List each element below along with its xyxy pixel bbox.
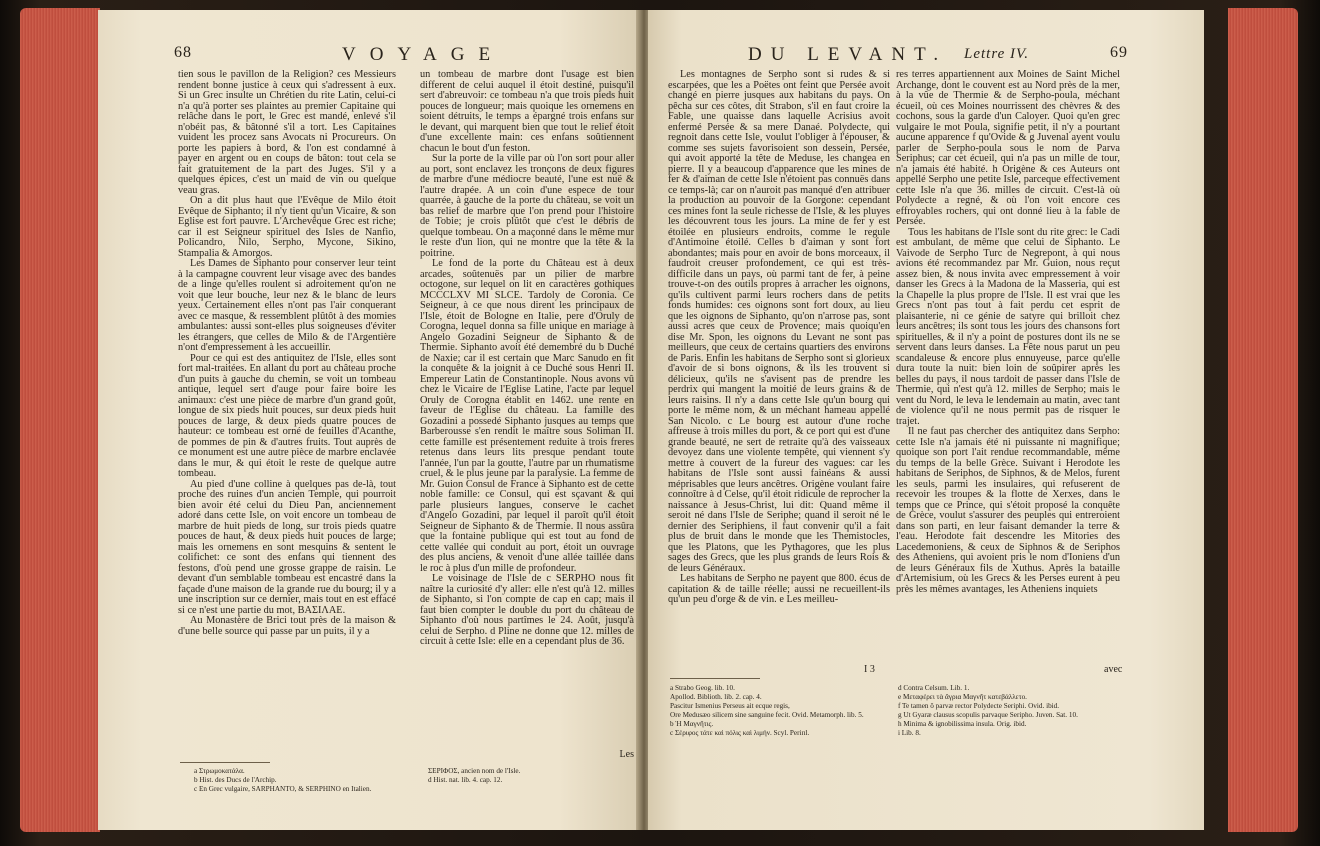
paragraph: Le fond de la porte du Château est à deux arcades, soûtenuës par un pilier de marbre octogone, sur lequel on lit en caractères gothiques MCCCLXV MI SLCE. Tardoly de Coronia. Ce Seigneur, à ce que nous dirent les principaux de l'Isle, étoit de Bologne en Italie, pere d'Oruly de Corogna, lequel donna sa fille unique en mariage à Angelo Gozadini Seigneur de Siphanto & de Thermie. Siphanto avoit été demembré du b Duché de Naxie; car il est certain que Marc Sanudo en fit la conquête & la joignit à ce Duché sous Henri II. Empereur Latin de Constantinople. Nous avons vû chez le Vicaire de l'Eglise Latine, l'acte par lequel Oruly de Corogna établit en 1462. une rente en faveur de l'Eglise du château. La famille des Gozadini a possedé Siphanto jusques au temps que Barberousse s'en rendit le maître sous Soliman II. cette famille est présentement reduite à trois freres retenus dans leurs lits presque pendant toute l'année, l'un par la goutte, l'autre par un rhumatisme cruel, & le plus jeune par la paralysie. La femme de Mr. Guion Consul de France à Siphanto est de cette noble famille: ce Consul, qui est sçavant & qui parle plusieurs langues, conserve le cachet d'Angelo Gozadini, par lequel il paroît qu'il étoit Seigneur de Siphanto & de Thermie. Il nous assûra que la fontaine publique qui est tout au fond de cette vallée qui conduit au port, étoit un ouvrage des plus anciens, & venoit d'une allée taillée dans le roc à plus d'un mille de profondeur. — [420, 258, 634, 574]
paragraph: res terres appartiennent aux Moines de Saint Michel Archange, dont le couvent est au Nord près de la mer, à la vûe de Thermie & de Serpho-poula, méchant écueil, où ces Moines nourrissent des chèvres & des cochons, sous la garde d'un Caloyer. Quoi qu'en grec vulgaire le mot Poula, signifie petit, il n'y a pourtant aucune apparence f qu'Ovide & g Juvenal ayent voulu parler de Serpho-poula sous le nom de Parva Seriphus; car cet écueil, qui n'a pas un mille de tour, n'a jamais été habité. h Origène & ces Auteurs ont appellé Serpho une petite Isle, parceque effectivement cette Isle n'a que 36. milles de circuit. C'est-là où Polydecte a regné, & où l'on voit encore ces effroyables rochers, qui ont donné lieu à la fable de Persée. — [896, 69, 1120, 227]
right-page-edge — [1228, 8, 1298, 832]
footnote: ΣΕΡΙΦΟΣ, ancien nom de l'Isle. — [428, 767, 521, 775]
paragraph: Les habitans de Serpho ne payent que 800. écus de capitation & de taille réelle; aussi ne recueillent-ils qu'un peu d'orge & de vin. e Les meilleu- — [668, 573, 890, 605]
left-column-2 — [420, 70, 634, 648]
footnote: d Hist. nat. lib. 4. cap. 12. — [428, 776, 503, 784]
left-running-title: VOYAGE — [342, 44, 505, 65]
right-footnotes-col2 — [898, 684, 1120, 738]
footnote: g Ut Gyaræ clausus scopulis parvaque Seripho. Juven. Sat. 10. — [898, 711, 1078, 719]
footnote: a Strabo Geog. lib. 10. — [670, 684, 735, 692]
paragraph: On a dit plus haut que l'Evêque de Milo étoit Evêque de Siphanto; il n'y tient qu'un Vicaire, & son Eglise est fort pauvre. L'Archevêque Grec est riche; car il est Seigneur spirituel des Isles de Nanfio, Policandro, Nilo, Serpho, Mycone, Sikino, Stampalia & Amorgos. — [178, 195, 396, 259]
right-catchword: avec — [1104, 664, 1123, 675]
footnote: f Te tamen ô parvæ rector Polydecte Seriphi. Ovid. ibid. — [898, 702, 1060, 710]
paragraph: Il ne faut pas chercher des antiquitez dans Serpho: cette Isle n'a jamais été ni puissante ni magnifique; quoique son port l'ait rendue recommandable, même du temps de la belle Grèce. Suivant i Herodote les habitans de Seriphos, de Siphnos, & de Melos, furent les seuls, parmi les insulaires, qui refuserent de recevoir les troupes & la flotte de Xerxes, dans le temps que ce Prince, qui s'étoit proposé la conquête de Grèce, voulut s'assurer des peuples qui entreroient dans son parti, en leur faisant demander la terre & l'eau. Herodote fait descendre les Mitories des Lacedemoniens, & ceux de Siphnos & de Seriphos des Atheniens, qui avoient pris le nom d'Ioniens d'un de leurs Généraux fils de Xuthus. Après la bataille d'Artemisium, où les Grecs & les Perses eurent à peu près les mêmes avantages, les Atheniens inquiets — [896, 426, 1120, 595]
footnote: h Minima & ignobilissima insula. Orig. ibid. — [898, 720, 1027, 728]
right-running-title: DU LEVANT. — [748, 44, 948, 65]
footnote: Apollod. Biblioth. lib. 2. cap. 4. — [670, 693, 762, 701]
paragraph: tien sous le pavillon de la Religion? ces Messieurs rendent bonne justice à ceux qui s'adressent à eux. Si un Grec insulte un Chrétien du rite Latin, celui-ci n'a qu'à porter ses plaintes au premier Capitaine qui relâche dans le port, le Grec est mandé, enlevé s'il n'obéit pas, & bâtonné s'il a tort. Les Capitaines vuident les procez sans Avocats ni Procureurs. On porte les papiers à bord, & l'on est condamné à payer en argent ou en coups de bâton: tout cela se fait gratuitement de la part des Juges. S'il y a quelques épices, c'est un maid de vin ou quelque veau gras. — [178, 69, 396, 196]
footnote: c En Grec vulgaire, SARPHANTO, & SERPHINO en Italien. — [194, 785, 372, 793]
left-page — [98, 10, 640, 830]
left-column-1 — [178, 70, 396, 637]
paragraph: Pour ce qui est des antiquitez de l'Isle, elles sont fort mal-traitées. En allant du port au château proche d'un puits à gauche du chemin, se voit un tombeau antique, lequel sert d'auge pour faire boire les animaux: c'est une pièce de marbre d'un grand goût, longue de six pieds huit pouces, sur deux pieds huit pouces de large, & deux pieds quatre pouces de hauteur: ce tombeau est orné de feuilles d'Acanthe, de pommes de pin & d'autres fruits. Tout auprès de ce monument est une autre pièce de marbre enclavée dans le mur, & qui étoit le reste de quelque autre tombeau. — [178, 352, 396, 479]
paragraph: Les montagnes de Serpho sont si rudes & si escarpées, que les a Poëtes ont feint que Persée avoit changé en pierre jusques aux habitans du pays. On pêcha sur ces côtes, dit Strabon, s'il en faut croire la Fable, une quaisse dans laquelle Acrisius avoit enfermé Persée & sa mere Danaé. Polydecte, qui regnoit dans cette Isle, voulut l'obliger à l'épouser, & comme ses sujets favorisoient son dessein, Persée, qui avoit apporté la tête de Meduse, les changea en pierre. Il y a beaucoup d'apparence que les mines de fer & d'aiman de cette Isle n'étoient pas connuës dans ce temps-là; car on n'auroit pas manqué d'en attribuer la production au pouvoir de la Gorgone: cependant ces mines font la seule richesse de l'Isle, & les pluyes les découvrent tous les jours. La mine de fer y est étoilée en plusieurs endroits, comme le regule d'Antimoine étoilé. Celles b d'aiman y sont fort abondantes; mais pour en avoir de bons morceaux, il faudroit creuser profondement, ce qui est très-difficile dans un pays, où parmi tant de fer, à peine trouve-t-on des outils propres à arracher les oignons, qu'ils cultivent parmi leurs rochers dans de petits fonds humides: ces oignons sont fort doux, au lieu que les oignons de Siphanto, qu'on n'arrose pas, sont aussi acres que ceux de Provence; mais quoiqu'en dise Mr. Spon, les oignons du Levant ne sont pas meilleurs, que ceux de certains quartiers des environs de Paris. Enfin les habitans de Serpho sont si glorieux d'avoir de si bons oignons, & ils les trouvent si délicieux, qu'ils ne s'avisent pas de prendre les perdrix qui mangent la moitié de leurs grains & de leurs raisins. Il n'y a dans cette Isle qu'un bourg qui porte le même nom, & un méchant hameau appellé San Nicolo. c Le bourg est autour d'une roche affreuse à trois milles du port, & ce port qui est d'une grande beauté, ne sert de retraite qu'à des vaisseaux devoyez dans une violente tempête, qui viennent s'y mettre à couvert de la fureur des vagues: car les habitans de l'Isle sont aussi fainéans & aussi méprisables que leurs ancêtres. Origène voulant faire connoître à d Celse, qu'il étoit ridicule de reprocher la naissance à Jesus-Christ, lui dit: Quand même il seroit né dans l'Isle de Seriphe; quand il seroit né le dernier des Seriphiens, il faut convenir qu'il a fait plus de bruit dans le monde que les Themistocles, que les Platons, que les Pythagores, que les plus sages des Grecs, que les plus grands de leurs Rois & de leurs Généraux. — [668, 69, 890, 574]
paragraph: Le voisinage de l'Isle de c SERPHO nous fit naître la curiosité d'y aller: elle n'est qu'à 12. milles de Siphanto, si l'on compte de cap en cap; mais il faut bien compter le double du port du château de Siphanto d'où nous partîmes le 24. Août, jusqu'à celui de Serpho. d Pline ne donne que 12. milles de circuit à cette Isle: elle en a cependant plus de 36. — [420, 573, 634, 647]
right-folio: 69 — [1110, 44, 1128, 61]
paragraph: un tombeau de marbre dont l'usage est bien different de celui auquel il étoit destiné, puisqu'il sert d'abreuvoir: ce tombeau n'a que trois pieds huit pouces de longueur; mais quoique les ornemens en soient détruits, le temps a épargné trois enfans sur le devant, qui marquent bien que tout le relief étoit d'une excellente main: ces enfans soûtiennent chacun le bout d'un feston. — [420, 69, 634, 154]
signature-mark: I 3 — [864, 664, 875, 675]
paragraph: Sur la porte de la ville par où l'on sort pour aller au port, sont enclavez les tronçons de deux figures de marbre d'une médiocre beauté, l'une est nuë & l'autre drapée. A un coin d'une espece de tour quarrée, à gauche de la porte du château, se voit un bas relief de marbre que l'on prend pour l'histoire de Tobie; je crois plûtôt que c'est le débris de quelque tombeau. On a maçonné dans le même mur le reste d'un lion, qui ne montre que la tête & la poitrine. — [420, 153, 634, 259]
paragraph: Au pied d'une colline à quelques pas de-là, tout proche des ruines d'un ancien Temple, qui pourroit bien avoir été celui du Dieu Pan, anciennement adoré dans cette Isle, on voit encore un tombeau de marbre de huit pieds de long, sur trois pieds quatre pouces de haut, & deux pieds huit pouces de large; mais les ornemens en sont mesquins & sentent le colifichet: ce sont des enfans qui tiennent des festons, d'où pend une grosse grappe de raisin. Le devant d'un semblable tombeau est encastré dans la façade d'une maison de la grande rue du bourg; il y a une inscription sur ce dernier, mais tout en est effacé si ce n'est une partie du mot, ΒΑΣΙΛΑΕ. — [178, 478, 396, 616]
left-page-edge — [20, 8, 100, 832]
footnote-rule — [180, 762, 270, 763]
right-column-2 — [896, 70, 1120, 595]
right-letter-number: Lettre IV. — [964, 46, 1029, 62]
left-footnotes-col1 — [194, 767, 408, 794]
footnote: a Στρωμοκατάλα. — [194, 767, 245, 775]
left-running-head — [98, 44, 640, 70]
footnote: i Lib. 8. — [898, 729, 921, 737]
left-catchword: Les — [619, 749, 634, 760]
footnote: b Hist. des Ducs de l'Archip. — [194, 776, 277, 784]
footnote-rule — [670, 678, 760, 679]
footnote: Pascitur Ismenius Perseus ait ecque regis, — [670, 702, 790, 710]
footnote: Ore Medusæo silicem sine sanguine fecit. Ovid. Metamorph. lib. 5. — [670, 711, 864, 719]
footnote: b Ἡ Μαγνῆτις. — [670, 720, 714, 728]
left-footnotes-col2 — [428, 767, 628, 785]
left-folio: 68 — [174, 44, 192, 61]
footnote: c Σέριφος τάτε καὶ πόλις καὶ λιμήν. Scyl. Periпl. — [670, 729, 810, 737]
footnote: e Μεταφέρει τὰ ἄγρια Μαγνῆτ κατεβάλλετο. — [898, 693, 1027, 701]
paragraph: Tous les habitans de l'Isle sont du rite grec: le Cadi est ambulant, de même que celui de Siphanto. Le Vaivode de Serpho Turc de Negrepont, à qui nous avions été recommandez par Mr. Guion, nous reçut assez bien, & nous invita avec empressement à voir danser les Grecs à la Madona de la Masseria, qui est la Chapelle la plus propre de l'Isle. Il est vrai que les Grecs n'ont pas tout à fait perdu cet esprit de plaisanterie, ni ce génie de satyre qui brilloit chez leurs ancêtres; ils sont tous les jours des chansons fort spirituelles, & il n'y a point de postures dont ils ne se servent dans leurs danses. La Fête nous parut un peu scandaleuse & encore plus ennuyeuse, parce qu'elle dura toute la nuit: bien loin de soûpirer après les belles du pays, il nous tardoit de passer dans l'Isle de Thermie, qui n'est qu'à 12. milles de Serpho; mais le vent du Nord, le leva le lendemain au matin, avec tant de violence qu'il ne nous permit pas de risquer le trajet. — [896, 226, 1120, 427]
right-running-head — [648, 44, 1204, 70]
right-footnotes-col1 — [670, 684, 892, 738]
footnote: d Contra Celsum. Lib. 1. — [898, 684, 970, 692]
right-page — [648, 10, 1204, 830]
paragraph: Au Monastère de Brici tout près de la maison & d'une belle source qui passe par un puits, il y a — [178, 615, 396, 637]
right-column-1 — [668, 70, 890, 606]
paragraph: Les Dames de Siphanto pour conserver leur teint à la campagne couvrent leur visage avec des bandes de a linge qu'elles roulent si adroitement qu'on ne voit que leur bouche, leur nez & le blanc de leurs yeux. Certainement elles n'ont pas l'air conquerant avec ce masque, & ressemblent plûtôt à des momies ambulantes: aussi sont-elles plus soigneuses d'éviter les étrangers, que celles de Milo & de l'Argentière n'ont d'empressement à les accueillir. — [178, 258, 396, 353]
